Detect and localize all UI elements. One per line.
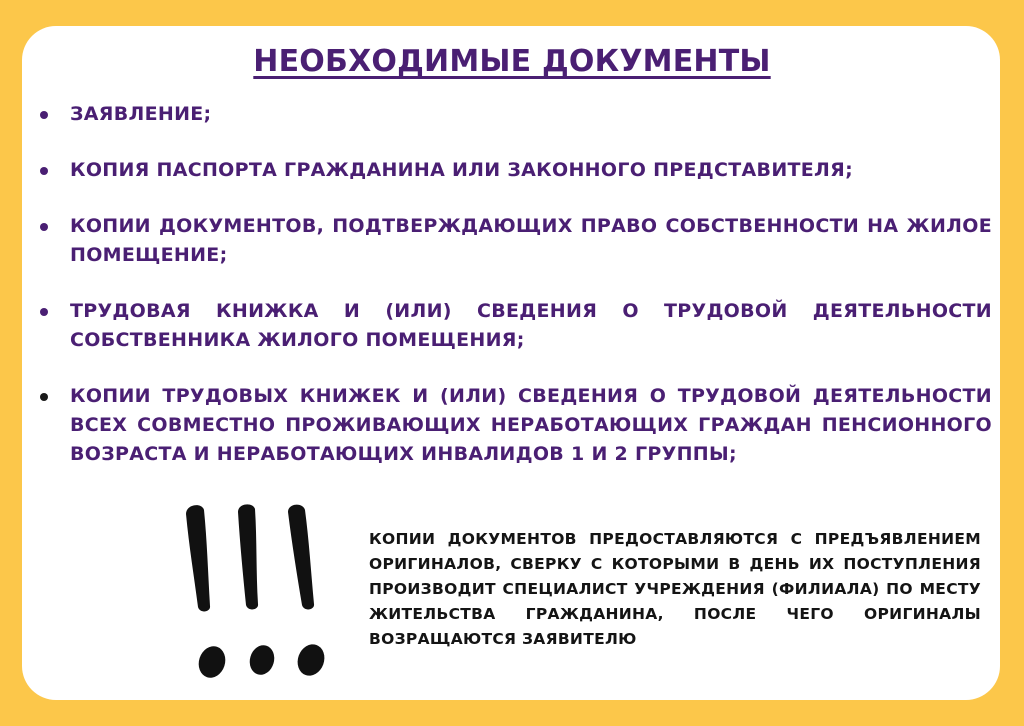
list-item: [40, 297, 992, 355]
exclamation-stroke-2: [238, 504, 258, 609]
page-title: НЕОБХОДИМЫЕ ДОКУМЕНТЫ: [253, 44, 771, 79]
list-item-text: ЗАЯВЛЕНИЕ;: [70, 103, 212, 125]
bullet-icon: [40, 167, 48, 175]
list-item-text: КОПИИ ДОКУМЕНТОВ, ПОДТВЕРЖДАЮЩИХ ПРАВО СОБСТВЕННОСТИ НА ЖИЛОЕ ПОМЕЩЕНИЕ;: [70, 215, 992, 266]
triple-exclamation-icon: [180, 500, 340, 690]
exclamation-dot-3: [293, 641, 328, 680]
list-item: [40, 100, 992, 129]
list-item: [40, 156, 992, 185]
list-item-text: КОПИЯ ПАСПОРТА ГРАЖДАНИНА ИЛИ ЗАКОННОГО ПРЕДСТАВИТЕЛЯ;: [70, 159, 853, 181]
bullet-icon: [40, 393, 48, 401]
exclamation-stroke-1: [186, 505, 210, 611]
exclamation-stroke-3: [288, 505, 314, 610]
note-text: КОПИИ ДОКУМЕНТОВ ПРЕДОСТАВЛЯЮТСЯ С ПРЕДЪЯВЛЕНИЕМ ОРИГИНАЛОВ, СВЕРКУ С КОТОРЫМИ В ДЕНЬ ИХ ПОСТУПЛЕНИЯ ПРОИЗВОДИТ СПЕЦИАЛИСТ УЧРЕЖДЕНИЯ (ФИЛИАЛА) ПО МЕСТУ ЖИТЕЛЬСТВА ГРАЖДАНИНА, ПОСЛЕ ЧЕГО ОРИГИНАЛЫ ВОЗРАЩАЮТСЯ ЗАЯВИТЕЛЮ: [369, 530, 981, 648]
exclamation-dot-2: [246, 642, 277, 677]
list-item: [40, 212, 992, 270]
bullet-icon: [40, 111, 48, 119]
exclamation-dot-1: [195, 643, 230, 681]
list-item: [40, 382, 992, 469]
bullet-icon: [40, 308, 48, 316]
documents-list: [40, 100, 992, 496]
bullet-icon: [40, 223, 48, 231]
list-item-text: КОПИИ ТРУДОВЫХ КНИЖЕК И (ИЛИ) СВЕДЕНИЯ О ТРУДОВОЙ ДЕЯТЕЛЬНОСТИ ВСЕХ СОВМЕСТНО ПРОЖИВАЮЩИХ НЕРАБОТАЮЩИХ ГРАЖДАН ПЕНСИОННОГО ВОЗРАСТА И НЕРАБОТАЮЩИХ ИНВАЛИДОВ 1 И 2 ГРУППЫ;: [70, 385, 992, 465]
list-item-text: ТРУДОВАЯ КНИЖКА И (ИЛИ) СВЕДЕНИЯ О ТРУДОВОЙ ДЕЯТЕЛЬНОСТИ СОБСТВЕННИКА ЖИЛОГО ПОМЕЩЕНИЯ;: [70, 300, 992, 351]
